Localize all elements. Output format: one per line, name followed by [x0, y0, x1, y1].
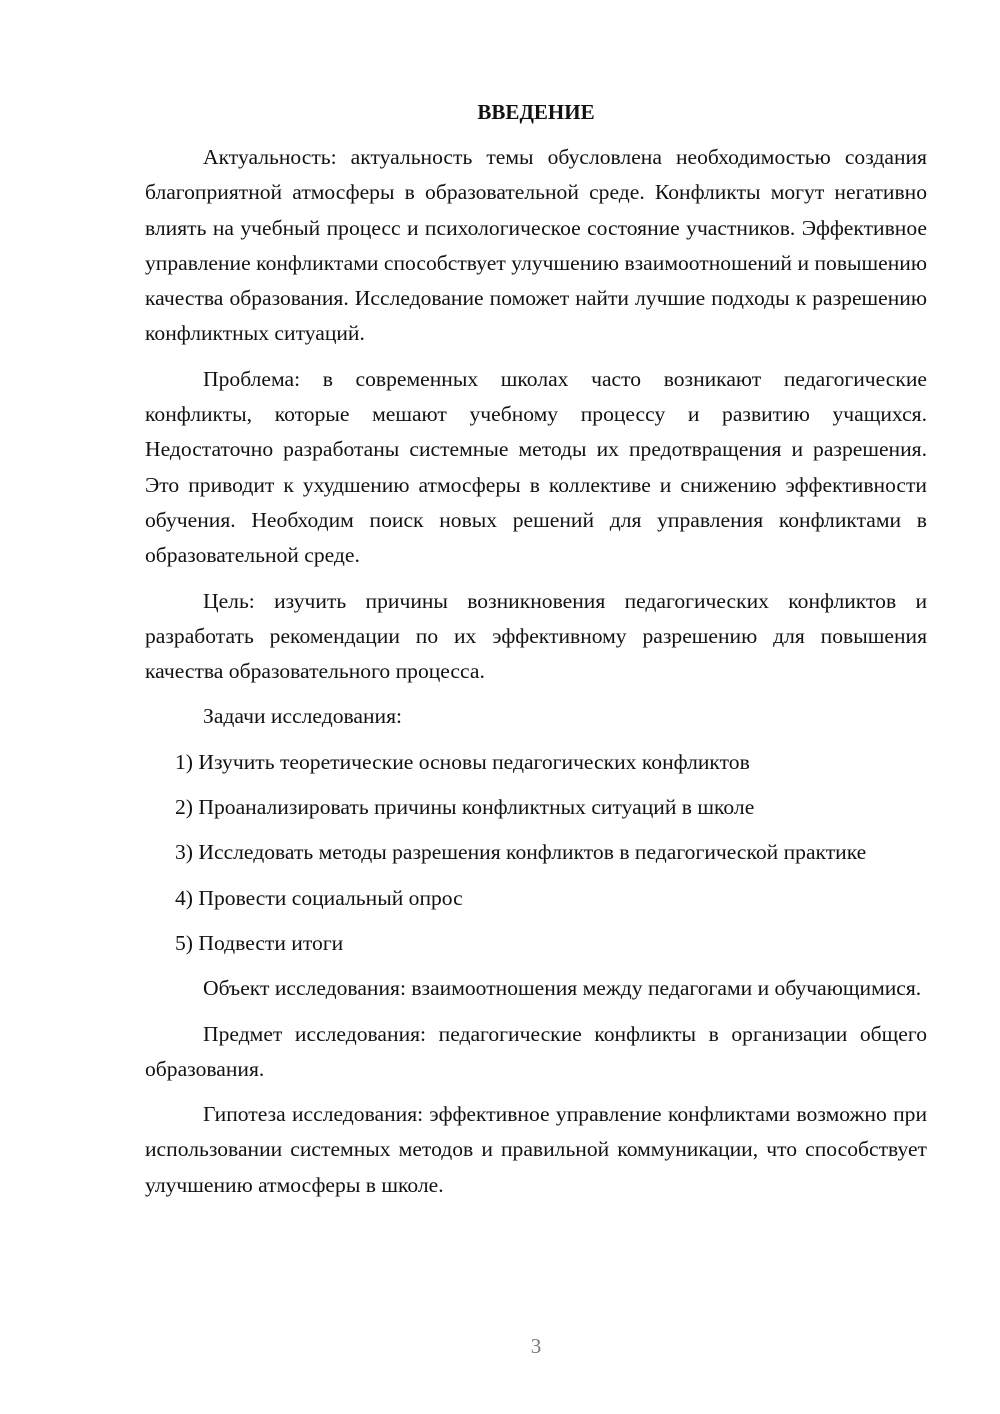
paragraph-goal: Цель: изучить причины возникновения педагогических конфликтов и разработать рекомендации по их эффективному разрешению для повышения качества образовательного процесса.: [145, 588, 927, 684]
task-item-2: 2) Проанализировать причины конфликтных ситуаций в школе: [175, 795, 755, 820]
page-number: 3: [530, 1334, 542, 1358]
paragraph-tasks-heading: Задачи исследования:: [203, 704, 403, 729]
paragraph-problem: Проблема: в современных школах часто возникают педагогические конфликты, которые мешают учебному процессу и развитию учащихся. Недостаточно разработаны системные методы их предотвращения и разрешения. Это приводит к ухудшению атмосферы в коллективе и снижению эффективности обучения. Необходим поиск новых решений для управления конфликтами в образовательной среде.: [145, 366, 927, 568]
task-item-4: 4) Провести социальный опрос: [175, 885, 463, 910]
document-page: [145, 96, 927, 1213]
paragraph-hypothesis: Гипотеза исследования: эффективное управление конфликтами возможно при использовании системных методов и правильной коммуникации, что способствует улучшению атмосферы в школе.: [145, 1102, 927, 1197]
paragraph-object: Объект исследования: взаимоотношения между педагогами и обучающимися.: [203, 976, 922, 1001]
paragraph-subject: Предмет исследования: педагогические конфликты в организации общего образования.: [145, 1021, 927, 1081]
page-title: ВВЕДЕНИЕ: [477, 100, 595, 124]
task-item-5: 5) Подвести итоги: [175, 930, 344, 955]
task-item-1: 1) Изучить теоретические основы педагогических конфликтов: [175, 749, 750, 774]
task-item-3: 3) Исследовать методы разрешения конфликтов в педагогической практике: [175, 840, 867, 865]
paragraph-relevance: Актуальность: актуальность темы обусловлена необходимостью создания благоприятной атмосферы в образовательной среде. Конфликты могут негативно влиять на учебный процесс и психологическое состояние участников. Эффективное управление конфликтами способствует улучшению взаимоотношений и повышению качества образования. Исследование поможет найти лучшие подходы к разрешению конфликтных ситуаций.: [145, 145, 927, 346]
